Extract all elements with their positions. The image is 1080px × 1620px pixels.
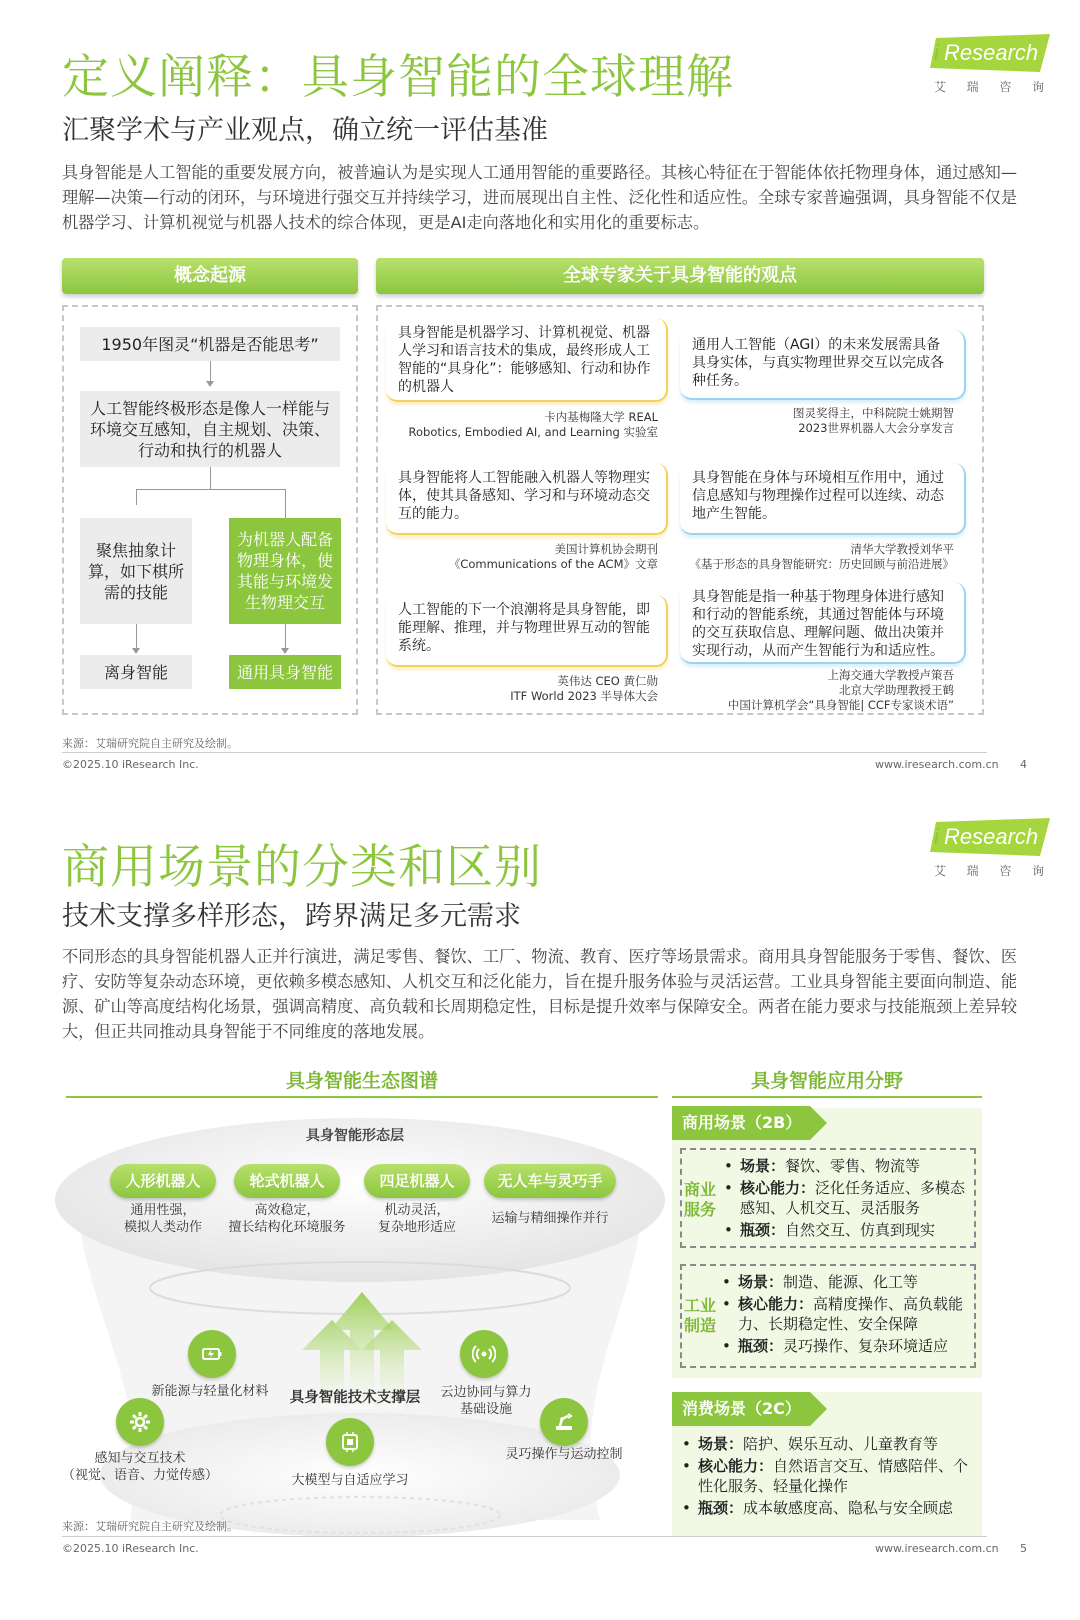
source-line: 2023世界机器人大会分享发言 (798, 421, 954, 435)
logo-wordmark: Research (944, 40, 1039, 65)
source-line: Robotics, Embodied AI, and Learning 实验室 (408, 425, 658, 439)
connector-line (210, 361, 211, 381)
source-line: 美国计算机协会期刊 (554, 542, 658, 556)
item-value: 制造、能源、化工等 (783, 1273, 919, 1291)
logo-char: 咨 (999, 80, 1012, 94)
logo-char: 艾 (934, 80, 947, 94)
logo-chinese-name (930, 78, 1050, 95)
tech-perception-interaction (60, 1450, 220, 1484)
quote-source-yao (680, 406, 954, 436)
label-line: 服务 (683, 1200, 716, 1219)
source-line: 《基于形态的具身智能研究：历史回顾与前沿进展》 (689, 557, 954, 571)
source-line: 卡内基梅隆大学 REAL (544, 410, 658, 424)
source-line: ITF World 2023 半导体大会 (510, 689, 658, 703)
item-key: 场景： (698, 1435, 744, 1453)
source-note: 来源：艾瑞研究院自主研究及绘制。 (62, 1520, 238, 1533)
connector-line (136, 489, 285, 490)
desc-line: 运输与精细操作并行 (491, 1211, 609, 1226)
battery-icon (188, 1330, 236, 1378)
item-key: 核心能力： (740, 1179, 816, 1197)
disembodied-ai-label: 离身智能 (80, 655, 192, 689)
source-line: 中国计算机学会“具身智能| CCF专家谈术语” (727, 698, 954, 712)
source-line: 《Communications of the ACM》文章 (448, 557, 658, 571)
slide-title: 商用场景的分类和区别 (62, 840, 542, 895)
page-number: 4 (1020, 758, 1027, 771)
connector-line (136, 624, 137, 648)
logo-char: 瑞 (966, 80, 979, 94)
label-line: 工业 (683, 1296, 716, 1315)
source-line: 上海交通大学教授卢策吾 (827, 668, 954, 682)
item-value: 自然交互、仿真到现实 (785, 1221, 936, 1239)
desc-line: 高效稳定， (254, 1203, 320, 1218)
quote-acm: 具身智能将人工智能融入机器人等物理实体，使其具备感知、学习和与环境动态交互的能力。 (386, 463, 668, 535)
item-value: 自然语言交互、情感陪伴、个性化服务、轻量化操作 (698, 1457, 969, 1495)
list-item (722, 1220, 972, 1240)
desc-line: 复杂地形适应 (377, 1220, 456, 1235)
ecosystem-heading-rule (66, 1096, 658, 1098)
item-key: 瓶颈： (738, 1337, 784, 1355)
tech-line: （视觉、语音、力觉传感） (61, 1468, 218, 1483)
logo-wordmark: Research (944, 824, 1039, 849)
form-quadruped-desc (362, 1202, 472, 1236)
quote-source-cmu (386, 410, 658, 440)
source-line: 英伟达 CEO 黄仁勋 (557, 674, 658, 688)
logo-letter-i: i (934, 40, 939, 65)
origin-right-branch: 为机器人配备物理身体，使其能与环境发生物理交互 (229, 518, 341, 624)
slide-subtitle: 技术支撑多样形态，跨界满足多元需求 (62, 901, 521, 932)
connector-line (285, 489, 286, 519)
general-embodied-ai-label: 通用具身智能 (229, 655, 341, 689)
list-item (680, 1456, 976, 1496)
item-key: 场景： (738, 1273, 784, 1291)
tech-line: 感知与交互技术 (94, 1451, 186, 1466)
source-line: 图灵奖得主，中科院院士姚期智 (793, 406, 954, 420)
item-value: 高精度操作、高负载能力、长期稳定性、安全保障 (738, 1295, 964, 1333)
connector-line (210, 467, 211, 489)
gear-icon (116, 1398, 164, 1446)
item-key: 瓶颈： (740, 1221, 786, 1239)
application-heading: 具身智能应用分野 (750, 1070, 903, 1092)
footer-divider (62, 1536, 987, 1537)
quote-source-nvidia (386, 674, 658, 704)
website-link[interactable]: www.iresearch.com.cn (875, 1542, 999, 1555)
copyright: ©2025.10 iResearch Inc. (62, 758, 199, 771)
form-quadruped-robot: 四足机器人 (364, 1164, 470, 1198)
desc-line: 通用性强， (130, 1203, 196, 1218)
logo-char: 艾 (934, 864, 947, 878)
origin-turing-box: 1950年图灵“机器是否能思考” (80, 327, 340, 361)
list-item (720, 1272, 972, 1292)
quote-yao: 通用人工智能（AGI）的未来发展需具备具身实体，与真实物理世界交互以完成各种任务。 (680, 330, 966, 400)
quote-lu-wang: 具身智能是指一种基于物理身体进行感知和行动的智能系统，其通过智能体与环境的交互获取信息、理解问题、做出决策并实现行动，从而产生智能行为和适应性。 (680, 582, 966, 664)
quote-cmu: 具身智能是机器学习、计算机视觉、机器人学习和语言技术的集成，最终形成人工智能的“具身化”：能够感知、行动和协作的机器人 (386, 318, 668, 402)
item-key: 场景： (740, 1157, 786, 1175)
commercial-service-list (722, 1156, 972, 1242)
form-unmanned-vehicle-dexterous-hand: 无人车与灵巧手 (484, 1164, 616, 1198)
quote-source-liu (680, 542, 954, 572)
tech-dexterous-control: 灵巧操作与运动控制 (505, 1447, 623, 1462)
logo-char: 咨 (999, 864, 1012, 878)
desc-line: 模拟人类动作 (123, 1220, 202, 1235)
signal-tower-icon (460, 1330, 508, 1378)
quote-source-acm (386, 542, 658, 572)
footer-divider (62, 752, 987, 753)
item-value: 灵巧操作、复杂环境适应 (783, 1337, 949, 1355)
arrow-down-icon (281, 648, 289, 654)
tech-energy-materials: 新能源与轻量化材料 (151, 1384, 269, 1399)
robot-arm-icon (540, 1398, 588, 1446)
label-line: 制造 (683, 1316, 716, 1335)
tech-large-model: 大模型与自适应学习 (291, 1473, 409, 1488)
item-key: 核心能力： (738, 1295, 814, 1313)
slide-title: 定义阐释：具身智能的全球理解 (62, 50, 734, 105)
form-vehicle-hand-desc (484, 1210, 616, 1227)
origin-tab: 概念起源 (62, 258, 358, 294)
item-value: 成本敏感度高、隐私与安全顾虑 (743, 1499, 954, 1517)
desc-line: 机动灵活， (384, 1203, 450, 1218)
ecosystem-heading: 具身智能生态图谱 (285, 1070, 438, 1092)
iresearch-logo (930, 818, 1050, 888)
origin-left-branch: 聚焦抽象计算，如下棋所需的技能 (80, 518, 192, 624)
form-wheeled-robot: 轮式机器人 (234, 1164, 340, 1198)
page-number: 5 (1020, 1542, 1027, 1555)
intro-paragraph: 具身智能是人工智能的重要发展方向，被普遍认为是实现人工通用智能的重要路径。其核心特征在于智能体依托物理身体，通过感知—理解—决策—行动的闭环，与环境进行强交互并持续学习，进而展现出自主性、泛化性和适应性。全球专家普遍强调，具身智能不仅是机器学习、计算机视觉与机器人技术的综合体现，更是AI走向落地化和实用化的重要标志。 (62, 163, 1018, 232)
tech-line: 云边协同与算力 (440, 1385, 532, 1400)
website-link[interactable]: www.iresearch.com.cn (875, 758, 999, 771)
list-item (680, 1434, 976, 1454)
form-wheeled-desc (222, 1202, 352, 1236)
connector-line (285, 624, 286, 648)
connector-line (136, 489, 137, 505)
quote-nvidia: 人工智能的下一个浪潮将是具身智能，即能理解、推理，并与物理世界互动的智能系统。 (386, 595, 668, 667)
expert-views-tab: 全球专家关于具身智能的观点 (376, 258, 984, 294)
origin-ultimate-form-box: 人工智能终极形态是像人一样能与环境交互感知，自主规划、决策、行动和执行的机器人 (80, 391, 340, 467)
logo-char: 询 (1031, 864, 1044, 878)
tech-layer-label: 具身智能技术支撑层 (289, 1390, 421, 1406)
list-item (680, 1498, 976, 1518)
desc-line: 擅长结构化环境服务 (228, 1220, 346, 1235)
arrow-down-icon (132, 648, 140, 654)
logo-char: 瑞 (966, 864, 979, 878)
list-item (722, 1178, 972, 1218)
source-note: 来源：艾瑞研究院自主研究及绘制。 (62, 737, 238, 750)
form-layer-label: 具身智能形态层 (306, 1128, 404, 1144)
list-item (722, 1156, 972, 1176)
logo-chinese-name (930, 862, 1050, 879)
list-item (720, 1336, 972, 1356)
iresearch-logo (930, 34, 1050, 104)
slide-subtitle: 汇聚学术与产业观点，确立统一评估基准 (62, 115, 548, 146)
item-key: 核心能力： (698, 1457, 774, 1475)
form-humanoid-robot: 人形机器人 (110, 1164, 216, 1198)
source-line: 北京大学助理教授王鹤 (839, 683, 954, 697)
industrial-manufacturing-label (682, 1296, 718, 1336)
consumer-scene-list (680, 1434, 976, 1520)
item-value: 泛化任务适应、多模态感知、人机交互、灵活服务 (740, 1179, 966, 1217)
b2b-scene-tag: 商用场景（2B） (672, 1106, 810, 1140)
label-line: 商业 (683, 1180, 716, 1199)
logo-char: 询 (1031, 80, 1044, 94)
b2c-scene-tag: 消费场景（2C） (672, 1392, 810, 1426)
slide-5 (0, 810, 1080, 1620)
commercial-service-label (682, 1180, 718, 1220)
copyright: ©2025.10 iResearch Inc. (62, 1542, 199, 1555)
source-line: 清华大学教授刘华平 (850, 542, 954, 556)
tech-line: 基础设施 (459, 1402, 512, 1417)
quote-liu: 具身智能在身体与环境相互作用中，通过信息感知与物理操作过程可以连续、动态地产生智能。 (680, 463, 966, 535)
logo-letter-i: i (934, 824, 939, 849)
item-value: 餐饮、零售、物流等 (785, 1157, 921, 1175)
item-value: 陪护、娱乐互动、儿童教育等 (743, 1435, 939, 1453)
form-humanoid-desc (108, 1202, 218, 1236)
list-item (720, 1294, 972, 1334)
item-key: 瓶颈： (698, 1499, 744, 1517)
quote-source-lu-wang (680, 668, 954, 713)
industrial-manufacturing-list (720, 1272, 972, 1358)
model-chip-icon (326, 1418, 374, 1466)
application-heading-rule (672, 1096, 982, 1098)
arrow-down-icon (206, 381, 214, 387)
intro-paragraph: 不同形态的具身智能机器人正并行演进，满足零售、餐饮、工厂、物流、教育、医疗等场景需求。商用具身智能服务于零售、餐饮、医疗、安防等复杂动态环境，更依赖多模态感知、人机交互和泛化能力，旨在提升服务体验与灵活运营。工业具身智能主要面向制造、能源、矿山等高度结构化场景，强调高精度、高负载和长周期稳定性，目标是提升效率与保障安全。两者在能力要求与技能瓶颈上差异较大，但正共同推动具身智能于不同维度的落地发展。 (62, 947, 1018, 1041)
